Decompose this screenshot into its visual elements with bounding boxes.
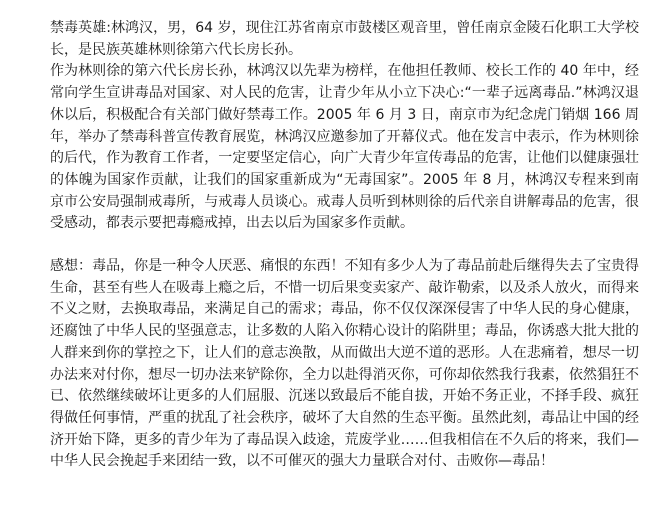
reflection-paragraph: 感想：毒品，你是一种令人厌恶、痛恨的东西！不知有多少人为了毒品前赴后继得失去了宝贵得生命，甚至有些人在吸毒上瘾之后，不惜一切后果变卖家产、敲诈勒索，以及杀人放火，而得来不义之财，去换取毒品，来满足自己的需求；毒品，你不仅仅深深侵害了中华人民的身心健康，还腐蚀了中华人民的坚强意志，让多数的人陷入你精心设计的陷阱里；毒品，你诱惑大批大批的人群来到你的掌控之下，让人们的意志涣散，从而做出大逆不道的恶形。人在悲痛着，想尽一切办法来对付你，想尽一切办法来铲除你，全力以赴得消灭你，可你却依然我行我素，依然猖狂不已、依然继续破坏让更多的人们屈服、沉迷以致最后不能自拔，开始不务正业，不择手段、疯狂得做任何事情，严重的扰乱了社会秩序，破坏了大自然的生态平衡。虽然此刻，毒品让中国的经济开始下降，更多的青少年为了毒品误入歧途，荒废学业……但我相信在不久后的将来，我们—中华人民会挽起手来团结一致，以不可催灭的强大力量联合对付、击败你—毒品！: [50, 258, 639, 470]
paragraph-spacer: [50, 235, 639, 256]
story-paragraph: 作为林则徐的第六代长房长孙，林鸿汉以先辈为榜样，在他担任教师、校长工作的 40 年中，经常向学生宣讲毒品对国家、对人民的危害，让青少年从小立下决心:“一辈子远离毒品.”林鸿汉退休以后，积极配合有关部门做好禁毒工作。2005 年 6 月 3 日，南京市为纪念虎门销烟 166 周年，举办了禁毒科普宣传教育展览，林鸿汉应邀参加了开幕仪式。他在发言中表示，作为林则徐的后代，作为教育工作者，一定要坚定信心，向广大青少年宣传毒品的危害，让他们以健康强壮的体魄为国家作贡献，让我们的国家重新成为“无毒国家”。2005 年 8 月，林鸿汉专程来到南京市公安局强制戒毒所，与戒毒人员谈心。戒毒人员听到林则徐的后代亲自讲解毒品的危害，很受感动，都表示要把毒瘾戒掉，出去以后为国家多作贡献。: [50, 63, 639, 232]
intro-paragraph: 禁毒英雄:林鸿汉，男，64 岁，现住江苏省南京市鼓楼区观音里，曾任南京金陵石化职工大学校长，是民族英雄林则徐第六代长房长孙。: [50, 20, 639, 58]
